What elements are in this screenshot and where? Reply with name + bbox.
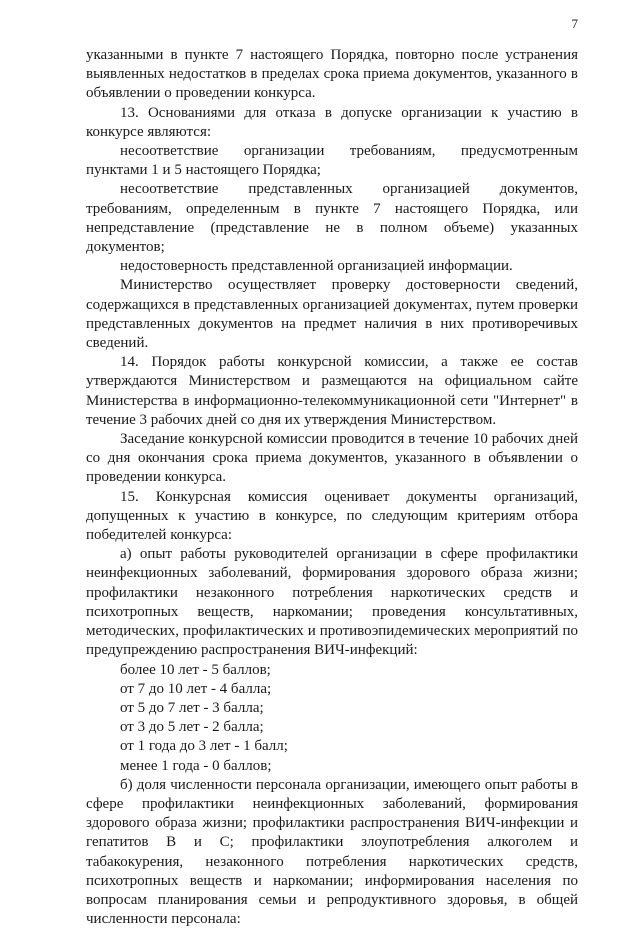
paragraph: несоответствие представленных организацией документов, требованиям, определенным в пункте 7 настоящего Порядка, или непредставление (представление не в полном объеме) указанных документов; <box>86 181 578 256</box>
paragraph: 13. Основаниями для отказа в допуске организации к участию в конкурсе являются: <box>86 104 578 140</box>
paragraph: указанными в пункте 7 настоящего Порядка, повторно после устранения выявленных недостатков в пределах срока приема документов, указанного в объявлении о проведении конкурса. <box>86 47 578 102</box>
paragraph: Заседание конкурсной комиссии проводится в течение 10 рабочих дней со дня окончания срока приема документов, указанного в объявлении о проведении конкурса. <box>86 431 578 486</box>
paragraph: несоответствие организации требованиям, предусмотренным пунктами 1 и 5 настоящего Порядка; <box>86 143 578 179</box>
list-item: от 1 года до 3 лет - 1 балл; <box>120 738 288 755</box>
paragraph: Министерство осуществляет проверку достоверности сведений, содержащихся в представленных организацией документах, путем проверки представленных документов на предмет наличия в них противоречивых сведений. <box>86 277 578 352</box>
paragraph: б) доля численности персонала организации, имеющего опыт работы в сфере профилактики неинфекционных заболеваний, формирования здорового образа жизни; профилактики распространения ВИЧ-инфекции и гепатитов В и С; профилактики злоупотребления алкоголем и табакокурения, незаконного потребления наркотических средств, психотропных веществ и наркомании; информирования населения по вопросам планирования семьи и репродуктивного здоровья, в общей численности персонала: <box>86 776 578 928</box>
list-item: менее 1 года - 0 баллов; <box>120 757 272 774</box>
page-number: 7 <box>571 16 578 31</box>
paragraph: 14. Порядок работы конкурсной комиссии, а также ее состав утверждаются Министерством и размещаются на официальном сайте Министерства в информационно-телекоммуникационной сети "Интернет" в течение 3 рабочих дней со дня их утверждения Министерством. <box>86 354 578 428</box>
list-item: от 3 до 5 лет - 2 балла; <box>120 719 264 736</box>
list-item: от 5 до 7 лет - 3 балла; <box>120 699 264 716</box>
list-item: более 10 лет - 5 баллов; <box>120 661 271 678</box>
paragraph: недостоверность представленной организацией информации. <box>120 258 513 275</box>
list-item: от 7 до 10 лет - 4 балла; <box>120 680 272 697</box>
paragraph: 15. Конкурсная комиссия оценивает документы организаций, допущенных к участию в конкурсе, по следующим критериям отбора победителей конкурса: <box>86 488 578 544</box>
paragraph: а) опыт работы руководителей организации в сфере профилактики неинфекционных заболеваний, формирования здорового образа жизни; профилактики незаконного потребления наркотических средств и психотропных веществ, наркомании; проведения консультативных, методических, профилактических и противоэпидемических мероприятий по предупреждению распространения ВИЧ-инфекций: <box>86 546 578 659</box>
document-body <box>86 46 578 929</box>
